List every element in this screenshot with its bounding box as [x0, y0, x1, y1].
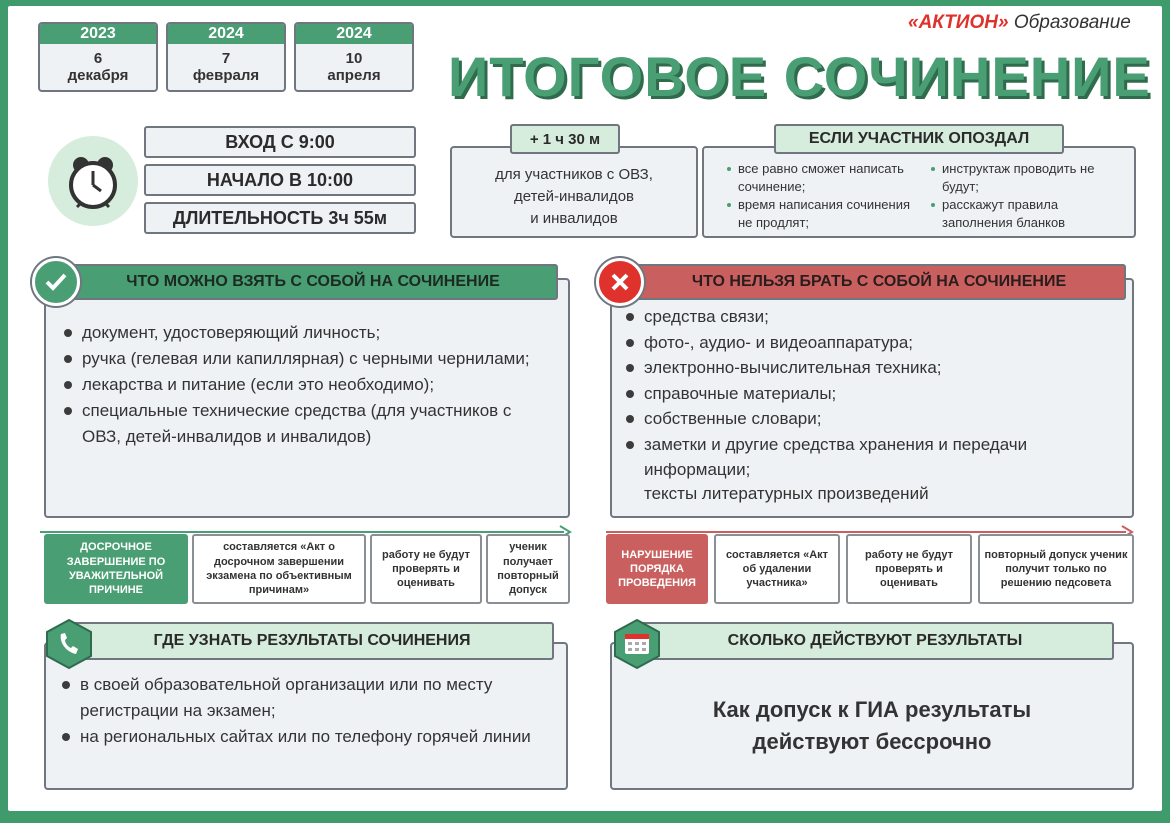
early-flow-head: ДОСРОЧНОЕ ЗАВЕРШЕНИЕ ПО УВАЖИТЕЛЬНОЙ ПРИЧИНЕ — [44, 534, 188, 604]
forbidden-list — [624, 304, 1129, 483]
date-year: 2024 — [168, 24, 284, 44]
alarm-clock-icon — [48, 136, 138, 226]
extra-time-line3: и инвалидов — [530, 210, 618, 227]
list-item: ручка (гелевая или капиллярная) с черными чернилами; — [62, 346, 542, 372]
results-where-title: ГДЕ УЗНАТЬ РЕЗУЛЬТАТЫ СОЧИНЕНИЯ — [70, 622, 554, 660]
date-month: февраля — [192, 67, 260, 84]
list-item: электронно-вычислительная техника; — [624, 355, 1129, 381]
date-day: 10 — [345, 50, 363, 67]
date-year: 2023 — [40, 24, 156, 44]
list-item: фото-, аудио- и видеоаппаратура; — [624, 330, 1129, 356]
list-item: документ, удостоверяющий личность; — [62, 320, 542, 346]
list-item: средства связи; — [624, 304, 1129, 330]
list-item: расскажут правила заполнения бланков — [930, 196, 1130, 232]
list-item: время написания сочинения не продлят; — [726, 196, 916, 232]
brand-suffix: Образование — [1013, 12, 1131, 33]
list-item: инструктаж проводить не будут; — [930, 160, 1130, 196]
late-title: ЕСЛИ УЧАСТНИК ОПОЗДАЛ — [774, 124, 1064, 154]
date-month: декабря — [67, 67, 129, 84]
violation-flow-step: составляется «Акт об удалении участника» — [714, 534, 840, 604]
forbidden-last-line: тексты литературных произведений — [644, 484, 929, 503]
phone-icon — [44, 618, 94, 670]
cross-icon — [596, 258, 644, 306]
checkmark-icon — [32, 258, 80, 306]
late-left-list — [726, 160, 916, 232]
start-time: НАЧАЛО В 10:00 — [144, 164, 416, 196]
extra-time-line2: детей-инвалидов — [513, 188, 634, 205]
early-flow-step: работу не будут проверять и оценивать — [370, 534, 482, 604]
date-day: 7 — [221, 50, 231, 67]
date-card-2 — [166, 22, 286, 92]
brand-name: «АКТИОН» — [908, 12, 1009, 33]
forbidden-card — [610, 278, 1134, 518]
early-flow-step: составляется «Акт о досрочном завершении экзамена по объективным причинам» — [192, 534, 366, 604]
allowed-card — [44, 278, 570, 518]
calendar-icon — [612, 618, 662, 670]
results-valid-line1: Как допуск к ГИА результаты — [712, 697, 1032, 722]
results-valid-card — [610, 642, 1134, 790]
allowed-list — [62, 320, 542, 450]
forbidden-title: ЧТО НЕЛЬЗЯ БРАТЬ С СОБОЙ НА СОЧИНЕНИЕ — [632, 264, 1126, 300]
late-right-list — [930, 160, 1130, 232]
results-valid-line2: действуют бессрочно — [752, 729, 992, 754]
page-title: ИТОГОВОЕ СОЧИНЕНИЕ — [448, 45, 1151, 108]
allowed-title: ЧТО МОЖНО ВЗЯТЬ С СОБОЙ НА СОЧИНЕНИЕ — [68, 264, 558, 300]
list-item: справочные материалы; — [624, 381, 1129, 407]
results-where-list — [60, 672, 550, 750]
early-flow-step: ученик получает повторный допуск — [486, 534, 570, 604]
list-item: лекарства и питание (если это необходимо); — [62, 372, 542, 398]
list-item: собственные словари; — [624, 406, 1129, 432]
results-where-card — [44, 642, 568, 790]
list-item: на региональных сайтах или по телефону горячей линии — [60, 724, 550, 750]
date-month: апреля — [327, 67, 381, 84]
list-item: заметки и другие средства хранения и передачи информации; — [624, 432, 1129, 483]
date-card-1 — [38, 22, 158, 92]
infographic-sheet — [8, 6, 1162, 811]
violation-flow-step: повторный допуск ученик получит только по решению педсовета — [978, 534, 1134, 604]
date-day: 6 — [93, 50, 103, 67]
duration: ДЛИТЕЛЬНОСТЬ 3ч 55м — [144, 202, 416, 234]
list-item: в своей образовательной организации или по месту регистрации на экзамен; — [60, 672, 550, 724]
extra-time-card — [450, 146, 698, 238]
extra-time-line1: для участников с ОВЗ, — [495, 166, 653, 183]
brand-logo — [908, 12, 1131, 34]
late-card — [702, 146, 1136, 238]
extra-time-badge: + 1 ч 30 м — [510, 124, 620, 154]
entry-time: ВХОД С 9:00 — [144, 126, 416, 158]
results-valid-title: СКОЛЬКО ДЕЙСТВУЮТ РЕЗУЛЬТАТЫ — [636, 622, 1114, 660]
date-card-3 — [294, 22, 414, 92]
violation-flow-step: работу не будут проверять и оценивать — [846, 534, 972, 604]
list-item: специальные технические средства (для участников с ОВЗ, детей-инвалидов и инвалидов) — [62, 398, 542, 450]
list-item: все равно сможет написать сочинение; — [726, 160, 916, 196]
violation-flow-head: НАРУШЕНИЕ ПОРЯДКА ПРОВЕДЕНИЯ — [606, 534, 708, 604]
date-year: 2024 — [296, 24, 412, 44]
